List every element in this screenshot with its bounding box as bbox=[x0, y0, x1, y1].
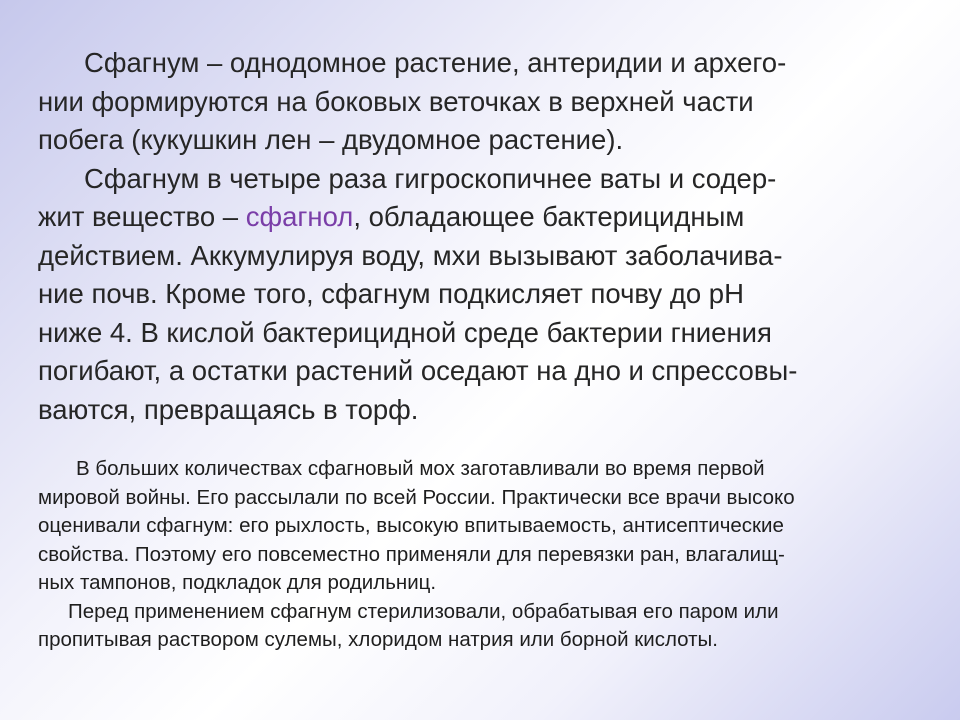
secondary-paragraph-2-line-1: Перед применением сфагнум стерилизовали, обрабатывая его паром или bbox=[68, 599, 779, 623]
secondary-paragraph-1-line-2: мировой войны. Его рассылали по всей России. Практически все врачи высоко bbox=[38, 485, 795, 509]
secondary-paragraph-1-line-4: свойства. Поэтому его повсеместно применяли для перевязки ран, влагалищ- bbox=[38, 542, 785, 566]
main-paragraph-2-line-1: Сфагнум в четыре раза гигроскопичнее ваты и содер- bbox=[84, 162, 777, 194]
main-paragraph-1-line-1: Сфагнум – однодомное растение, антеридии и архего- bbox=[84, 47, 787, 78]
secondary-paragraph-1-line-3: оценивали сфагнум: его рыхлость, высокую впитываемость, антисептические bbox=[38, 514, 784, 537]
secondary-paragraph-1-line-1: В больших количествах сфагновый мох заготавливали во время первой bbox=[76, 457, 765, 480]
main-paragraph-2-line-6: погибают, а остатки растений оседают на дно и спрессовы- bbox=[38, 355, 798, 386]
main-paragraph-2-line-2 bbox=[38, 198, 922, 237]
main-paragraph-1-line-2: нии формируются на боковых веточках в верхней части bbox=[38, 85, 754, 117]
secondary-paragraph-1-line-5: ных тампонов, подкладок для родильниц. bbox=[38, 571, 437, 594]
highlighted-term: сфагнол bbox=[245, 201, 354, 232]
main-paragraph-1-line-3: побега (кукушкин лен – двудомное растение). bbox=[38, 124, 624, 155]
main-paragraph-2-line-5: ниже 4. В кислой бактерицидной среде бактерии гниения bbox=[38, 316, 772, 348]
main-paragraph-2-line-4: ние почв. Кроме того, сфагнум подкисляет почву до pH bbox=[38, 278, 744, 309]
line-text-after: , обладающее бактерицидным bbox=[353, 201, 745, 232]
main-paragraph-2-line-3: действием. Аккумулируя воду, мхи вызывают заболачива- bbox=[38, 239, 783, 271]
main-paragraph-2-line-7: ваются, превращаясь в торф. bbox=[38, 393, 419, 425]
secondary-text-block bbox=[38, 455, 922, 655]
line-text-before: жит вещество – bbox=[38, 201, 246, 232]
main-text-block bbox=[38, 44, 922, 429]
secondary-paragraph-2-line-2: пропитывая раствором сулемы, хлоридом натрия или борной кислоты. bbox=[38, 628, 718, 651]
